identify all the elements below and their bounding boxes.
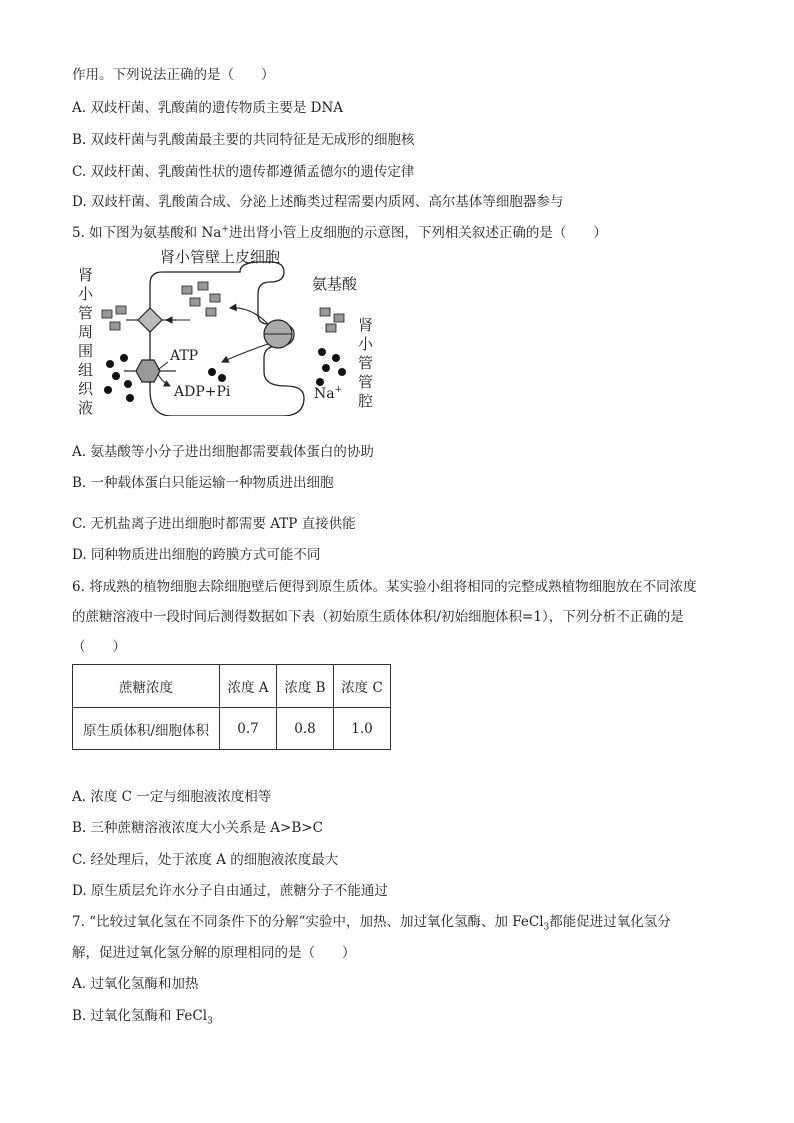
diagram-amino-acid-label: 氨基酸 <box>312 275 358 293</box>
q4-stem: 作用。下列说法正确的是（ ） <box>72 67 275 83</box>
amino-acid-squares-outside-left <box>102 306 126 330</box>
table-header-cell: 浓度 A <box>220 665 277 708</box>
table-cell: 0.7 <box>220 708 277 750</box>
q5-option-d: D. 同种物质进出细胞的跨膜方式可能不同 <box>72 547 321 563</box>
q6-option-a: A. 浓度 C 一定与细胞液浓度相等 <box>72 789 272 805</box>
q4-option-d: D. 双歧杆菌、乳酸菌合成、分泌上述酶类过程需要内质网、高尔基体等细胞器参与 <box>72 194 564 210</box>
q6-data-table <box>72 664 391 750</box>
q6-option-d: D. 原生质层允许水分子自由通过，蔗糖分子不能通过 <box>72 883 388 899</box>
table-cell: 1.0 <box>334 708 391 750</box>
vertical-label-char: 组 <box>78 361 94 379</box>
vertical-label-char: 织 <box>78 380 94 398</box>
table-cell: 0.8 <box>277 708 334 750</box>
table-header-cell: 浓度 C <box>334 665 391 708</box>
vertical-label-char: 肾 <box>78 266 94 284</box>
amino-acid-squares-inside <box>182 282 220 316</box>
vertical-label-char: 围 <box>78 342 94 360</box>
vertical-label-char: 腔 <box>358 392 374 410</box>
diagram-left-label <box>78 266 94 416</box>
vertical-label-char: 液 <box>78 399 94 416</box>
q4-option-b: B. 双歧杆菌与乳酸菌最主要的共同特征是无成形的细胞核 <box>72 132 415 148</box>
q7-option-b: B. 过氧化氢酶和 FeCl$_3$ <box>72 1008 213 1027</box>
amino-acid-squares-lumen <box>320 308 344 332</box>
adp-arrow <box>158 374 170 386</box>
table-header-cell: 蔗糖浓度 <box>73 665 220 708</box>
amino-acid-uptake-arrow <box>230 308 268 324</box>
vertical-label-char: 小 <box>358 335 374 353</box>
diagram-top-label: 肾小管壁上皮细胞 <box>160 248 281 266</box>
table-header-row <box>73 665 391 708</box>
q5-stem: 5. 如下图为氨基酸和 Na+进出肾小管上皮细胞的示意图，下列相关叙述正确的是（ ） <box>72 224 607 241</box>
diagram-atp-label: ATP <box>170 348 199 364</box>
vertical-label-char: 小 <box>78 285 94 303</box>
q6-option-c: C. 经处理后，处于浓度 A 的细胞液浓度最大 <box>72 852 339 868</box>
sodium-dots-lumen <box>316 348 346 386</box>
q7-option-a: A. 过氧化氢酶和加热 <box>72 976 199 992</box>
atp-arrow <box>158 362 168 370</box>
amino-acid-carrier-diamond <box>138 308 162 332</box>
vertical-label-char: 管 <box>358 354 374 372</box>
diagram-adp-label: ADP+Pi <box>174 384 231 400</box>
vertical-label-char: 周 <box>78 323 94 341</box>
q5-option-b: B. 一种载体蛋白只能运输一种物质进出细胞 <box>72 475 334 491</box>
diagram-na-label: Na+ <box>314 385 343 402</box>
table-cell: 原生质体积/细胞体积 <box>73 708 220 750</box>
vertical-label-char: 管 <box>358 373 374 391</box>
sodium-dots-inside <box>208 368 226 382</box>
q7-stem-line1: 7. “比较过氧化氢在不同条件下的分解”实验中，加热、加过氧化氢酶、加 FeCl$_3$都能促进过氧化氢分 <box>72 914 671 933</box>
vertical-label-char: 肾 <box>358 316 374 334</box>
table-row <box>73 708 391 750</box>
sodium-dots-outside <box>104 354 134 402</box>
q6-stem-line3: （ ） <box>72 639 126 655</box>
sodium-uptake-arrow <box>222 344 268 362</box>
vertical-label-char: 管 <box>78 304 94 322</box>
q5-diagram <box>72 244 392 416</box>
q5-option-a: A. 氨基酸等小分子进出细胞都需要载体蛋白的协助 <box>72 444 374 460</box>
q4-option-c: C. 双歧杆菌、乳酸菌性状的遗传都遵循孟德尔的遗传定律 <box>72 164 415 180</box>
q6-stem-line1: 6. 将成熟的植物细胞去除细胞壁后便得到原生质体。某实验小组将相同的完整成熟植物细胞放在不同浓度 <box>72 579 697 595</box>
q7-stem-line2: 解，促进过氧化氢分解的原理相同的是（ ） <box>72 945 356 961</box>
q4-option-a: A. 双歧杆菌、乳酸菌的遗传物质主要是 DNA <box>72 100 344 116</box>
diagram-right-label <box>358 316 374 410</box>
table-header-cell: 浓度 B <box>277 665 334 708</box>
sodium-pump-hexagon <box>136 360 160 382</box>
q5-option-c: C. 无机盐离子进出细胞时都需要 ATP 直接供能 <box>72 516 356 532</box>
q6-option-b: B. 三种蔗糖溶液浓度大小关系是 A>B>C <box>72 820 323 836</box>
q6-stem-line2: 的蔗糖溶液中一段时间后测得数据如下表（初始原生质体体积/初始细胞体积=1），下列分析不正确的是 <box>72 609 684 625</box>
